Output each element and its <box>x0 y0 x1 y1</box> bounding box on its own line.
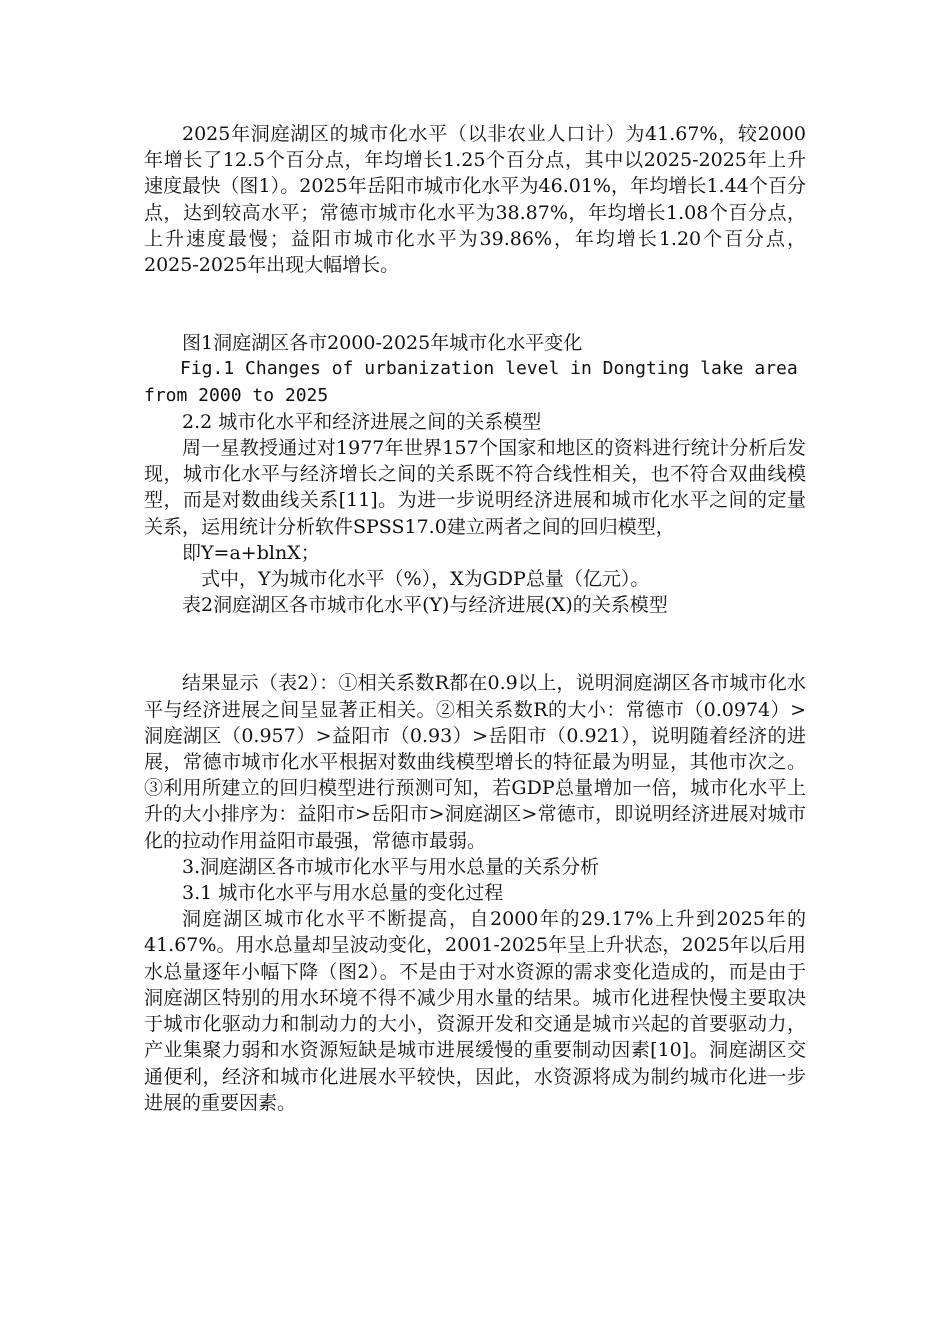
document-page <box>144 121 806 1116</box>
formula-line: 即Y=a+blnX； <box>182 541 320 564</box>
section-heading-3: 3.洞庭湖区各市城市化水平与用水总量的关系分析 <box>182 855 600 878</box>
figure-1-placeholder <box>144 278 806 330</box>
figure-1-caption-en: Fig.1 Changes of urbanization level in Dongting lake area from 2000 to 2025 <box>144 358 798 406</box>
paragraph-regression-model: 周一星教授通过对1977年世界157个国家和地区的资料进行统计分析后发现，城市化水平与经济增长之间的关系既不符合线性相关，也不符合双曲线模型，而是对数曲线关系[11]。为进一步说明经济进展和城市化水平之间的定量关系，运用统计分析软件SPSS17.0建立两者之间的回归模型， <box>144 437 806 538</box>
formula-note: 式中，Y为城市化水平（%），X为GDP总量（亿元）。 <box>201 568 650 591</box>
table-2-placeholder <box>144 618 806 670</box>
figure-1-caption-cn: 图1洞庭湖区各市2000-2025年城市化水平变化 <box>182 332 583 355</box>
section-heading-2-2: 2.2 城市化水平和经济进展之间的关系模型 <box>182 410 542 433</box>
paragraph-water-use: 洞庭湖区城市化水平不断提高，自2000年的29.17%上升到2025年的41.67%。用水总量却呈波动变化，2001-2025年呈上升状态，2025年以后用水总量逐年小幅下降（图2）。不是由于对水资源的需求变化造成的，而是由于洞庭湖区特别的用水环境不得不减少用水量的结果。城市化进程快慢主要取决于城市化驱动力和制动力的大小，资源开发和交通是城市兴起的首要驱动力，产业集聚力弱和水资源短缺是城市进展缓慢的重要制动因素[10]。洞庭湖区交通便利，经济和城市化进展水平较快，因此，水资源将成为制约城市化进一步进展的重要因素。 <box>144 908 806 1114</box>
section-heading-3-1: 3.1 城市化水平与用水总量的变化过程 <box>182 882 504 905</box>
paragraph-urbanization-level: 2025年洞庭湖区的城市化水平（以非农业人口计）为41.67%，较2000年增长了12.5个百分点，年均增长1.25个百分点，其中以2025-2025年上升速度最快（图1）。2025年岳阳市城市化水平为46.01%，年均增长1.44个百分点，达到较高水平；常德市城市化水平为38.87%，年均增长1.08个百分点，上升速度最慢；益阳市城市化水平为39.86%，年均增长1.20个百分点，2025-2025年出现大幅增长。 <box>144 123 806 277</box>
table-2-caption: 表2洞庭湖区各市城市化水平(Y)与经济进展(X)的关系模型 <box>182 594 668 617</box>
paragraph-results: 结果显示（表2）：①相关系数R都在0.9以上，说明洞庭湖区各市城市化水平与经济进展之间呈显著正相关。②相关系数R的大小：常德市（0.0974）>洞庭湖区（0.957）>益阳市（0.93）>岳阳市（0.921），说明随着经济的进展，常德市城市化水平根据对数曲线模型增长的特征最为明显，其他市次之。③利用所建立的回归模型进行预测可知，若GDP总量增加一倍，城市化水平上升的大小排序为：益阳市>岳阳市>洞庭湖区>常德市，即说明经济进展对城市化的拉动作用益阳市最强，常德市最弱。 <box>144 672 806 852</box>
